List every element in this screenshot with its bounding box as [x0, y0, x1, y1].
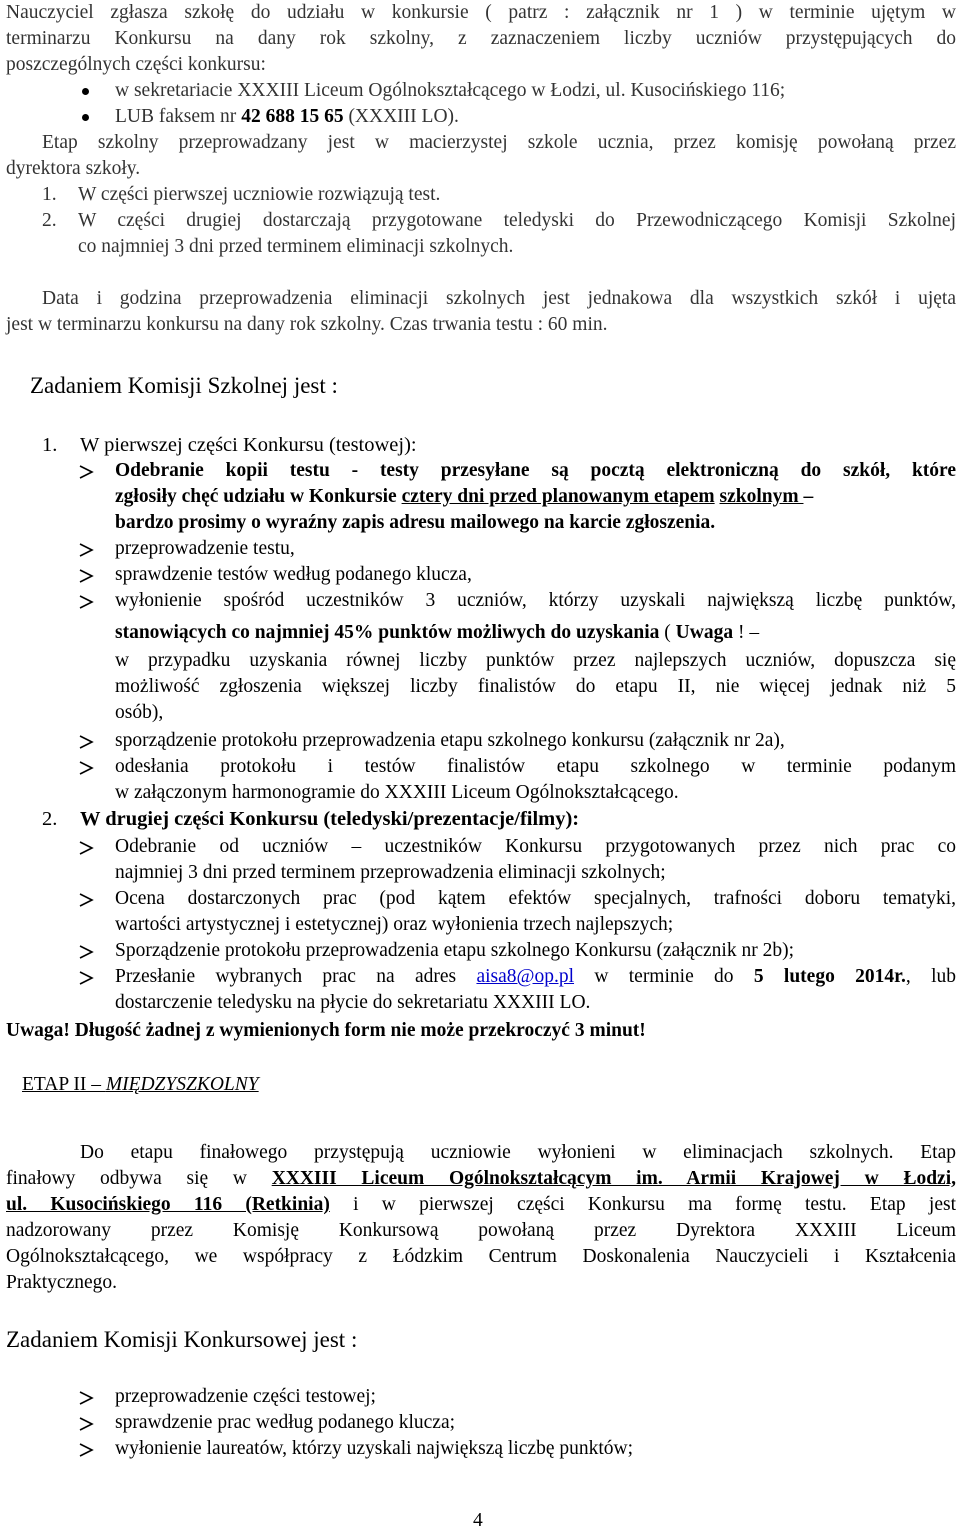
arrow-bullet-icon — [78, 970, 94, 986]
threshold-bold: stanowiących co najmniej 45% punktów możliwych do uzyskania — [115, 622, 660, 643]
deadline-underlined: cztery dni przed planowanym etapem — [401, 486, 715, 507]
intro-line-1: Nauczyciel zgłasza szkołę do udziału w konkursie ( patrz : załącznik nr 1 ) w terminie ujętym w — [6, 2, 956, 23]
szkolnym-underlined: szkolnym — [719, 486, 804, 507]
paren-text: ( — [659, 622, 676, 643]
section-1-num: 1. — [42, 434, 58, 456]
numbered-1-num: 1. — [42, 184, 57, 205]
intro-line-3: poszczególnych części konkursu: — [6, 54, 266, 75]
etap-2-title: MIĘDZYSZKOLNY — [105, 1074, 259, 1095]
etap-2-suffix: i w pierwszej części Konkursu ma formę testu. Etap jest — [329, 1194, 956, 1215]
etap-2-label: ETAP II – — [22, 1074, 106, 1095]
arrow-bullet-icon — [78, 944, 94, 960]
etap-2-para-line-1: Do etapu finałowego przystępują uczniowie wyłonieni w eliminacjach szkolnych. Etap — [80, 1142, 956, 1163]
arrow-bullet-icon — [78, 464, 94, 480]
task-odebranie-line-2 — [115, 484, 813, 510]
etap-2-para-line-5: Ogólnokształcącego, we współpracy z Łódzkim Centrum Doskonalenia Nauczycieli i Kształcenia — [6, 1246, 956, 1267]
etap-2-para-line-2 — [6, 1166, 956, 1192]
task-odeslanie-line-2: w załączonym harmonogramie do XXXIII Liceum Ogólnokształcącego. — [115, 782, 679, 803]
arrow-bullet-icon — [78, 1442, 94, 1458]
arrow-bullet-icon — [78, 840, 94, 856]
task-wylonienie-line-1: wyłonienie spośród uczestników 3 uczniów, którzy uzyskali największą liczbę punktów, — [115, 590, 956, 611]
task-odebranie-line-1: Odebranie kopii testu - testy przesyłane są pocztą elektroniczną do szkół, które — [115, 460, 956, 481]
task2-protokol: Sporządzenie protokołu przeprowadzenia etapu szkolnego Konkursu (załącznik nr 2b); — [115, 940, 794, 961]
termin-text: w terminie do — [574, 966, 754, 987]
konkursowa-task-2: sprawdzenie prac według podanego klucza; — [115, 1412, 456, 1433]
task-odebranie-text: zgłosiły chęć udziału w Konkursie — [115, 486, 402, 507]
email-link[interactable]: aisa8@op.pl — [476, 966, 575, 987]
arrow-bullet-icon — [78, 568, 94, 584]
data-godzina-line-1: Data i godzina przeprowadzenia eliminacji szkolnych jest jednakowa dla wszystkich szkół i ujęta — [42, 288, 956, 309]
task-odeslanie-line-1: odesłania protokołu i testów finalistów etapu szkolnego w terminie podanym — [115, 756, 956, 777]
arrow-bullet-icon — [78, 594, 94, 610]
uwaga-end: ! – — [733, 622, 760, 643]
task2-odebranie-line-2: najmniej 3 dni przed terminem przeprowadzenia eliminacji szkolnych; — [115, 862, 666, 883]
data-godzina-line-2: jest w terminarzu konkursu na dany rok szkolny. Czas trwania testu : 60 min. — [6, 314, 608, 335]
task-wylonienie-line-4: możliwość zgłoszenia większej liczby finalistów do etapu II, nie więcej jednak niż 5 — [115, 676, 956, 697]
task-wylonienie-line-3: w przypadku uzyskania równej liczby punktów przez najlepszych uczniów, dopuszcza się — [115, 650, 956, 671]
task-wylonienie-line-2 — [115, 620, 759, 646]
arrow-bullet-icon — [78, 892, 94, 908]
bullet-fax — [115, 104, 459, 130]
numbered-2-line-2: co najmniej 3 dni przed terminem eliminacji szkolnych. — [78, 236, 514, 257]
konkursowa-task-1: przeprowadzenie części testowej; — [115, 1386, 376, 1407]
numbered-2-num: 2. — [42, 210, 57, 231]
arrow-bullet-icon — [78, 1390, 94, 1406]
task-przeprowadzenie: przeprowadzenie testu, — [115, 538, 295, 559]
etap-szkolny-line-2: dyrektora szkoły. — [6, 158, 141, 179]
etap-2-prefix: finałowy odbywa się w — [6, 1168, 272, 1189]
task-sprawdzenie: sprawdzenie testów według podanego klucza, — [115, 564, 472, 585]
task-protokol: sporządzenie protokołu przeprowadzenia etapu szkolnego konkursu (załącznik nr 2a), — [115, 730, 785, 751]
task-wylonienie-line-5: osób), — [115, 702, 164, 723]
bullet-icon — [82, 114, 89, 121]
etap-2-para-line-3 — [6, 1192, 956, 1218]
task2-ocena-line-2: wartości artystycznej i estetycznej) oraz wyłonienia trzech najlepszych; — [115, 914, 674, 935]
heading-komisja-konkursowa: Zadaniem Komisji Konkursowej jest : — [6, 1327, 358, 1352]
task2-odebranie-line-1: Odebranie od uczniów – uczestników Konkursu przygotowanych przez nich prac co — [115, 836, 956, 857]
deadline-date: 5 lutego 2014r. — [753, 966, 906, 987]
page-number: 4 — [473, 1510, 483, 1531]
uwaga-text: Długość żadnej z wymienionych form nie może przekroczyć 3 minut! — [69, 1020, 646, 1041]
task2-przeslanie-line-1 — [115, 964, 956, 990]
task-odebranie-line-3: bardzo prosimy o wyraźny zapis adresu mailowego na karcie zgłoszenia. — [115, 512, 716, 533]
section-1-title: W pierwszej części Konkursu (testowej): — [80, 434, 417, 456]
uwaga-note — [6, 1018, 646, 1044]
uwaga-bold: Uwaga — [675, 622, 734, 643]
uwaga-label: Uwaga! — [6, 1020, 70, 1041]
section-2-num: 2. — [42, 808, 58, 830]
etap-2-para-line-6: Praktycznego. — [6, 1272, 118, 1293]
task2-przeslanie-line-2: dostarczenie teledysku na płycie do sekretariatu XXXIII LO. — [115, 992, 591, 1013]
etap-2-para-line-4: nadzorowany przez Komisję Konkursową powołaną przez Dyrektora XXXIII Liceum — [6, 1220, 956, 1241]
fax-prefix: LUB faksem nr — [115, 106, 242, 127]
task2-ocena-line-1: Ocena dostarczonych prac (pod kątem efektów specjalnych, trafności doboru tematyki, — [115, 888, 956, 909]
arrow-bullet-icon — [78, 1416, 94, 1432]
arrow-bullet-icon — [78, 734, 94, 750]
arrow-bullet-icon — [78, 542, 94, 558]
venue-address: ul. Kusocińskiego 116 (Retkinia) — [6, 1194, 330, 1215]
intro-line-2: terminarzu Konkursu na dany rok szkolny, z zaznaczeniem liczby uczniów przystępujących do — [6, 28, 956, 49]
fax-suffix: (XXXIII LO). — [343, 106, 459, 127]
dash-text: – — [803, 486, 814, 507]
fax-number: 42 688 15 65 — [241, 106, 344, 127]
heading-komisja-szkolna: Zadaniem Komisji Szkolnej jest : — [30, 373, 338, 398]
arrow-bullet-icon — [78, 760, 94, 776]
etap-szkolny-line-1: Etap szkolny przeprowadzany jest w macierzystej szkole ucznia, przez komisję powołaną przez — [42, 132, 956, 153]
bullet-secretariat: w sekretariacie XXXIII Liceum Ogólnokształcącego w Łodzi, ul. Kusocińskiego 116; — [115, 80, 786, 101]
przeslanie-text: Przesłanie wybranych prac na adres — [115, 966, 477, 987]
heading-etap-2 — [6, 1072, 259, 1098]
section-2-title: W drugiej części Konkursu (teledyski/prezentacje/filmy): — [80, 808, 580, 830]
lub-text: , lub — [905, 966, 957, 987]
konkursowa-task-3: wyłonienie laureatów, którzy uzyskali największą liczbę punktów; — [115, 1438, 634, 1459]
bullet-icon — [82, 88, 89, 95]
venue-name: XXXIII Liceum Ogólnokształcącym im. Armii Krajowej w Łodzi, — [271, 1168, 956, 1189]
numbered-2-line-1: W części drugiej dostarczają przygotowane teledyski do Przewodniczącego Komisji Szkolnej — [78, 210, 956, 231]
numbered-1-text: W części pierwszej uczniowie rozwiązują test. — [78, 184, 441, 205]
